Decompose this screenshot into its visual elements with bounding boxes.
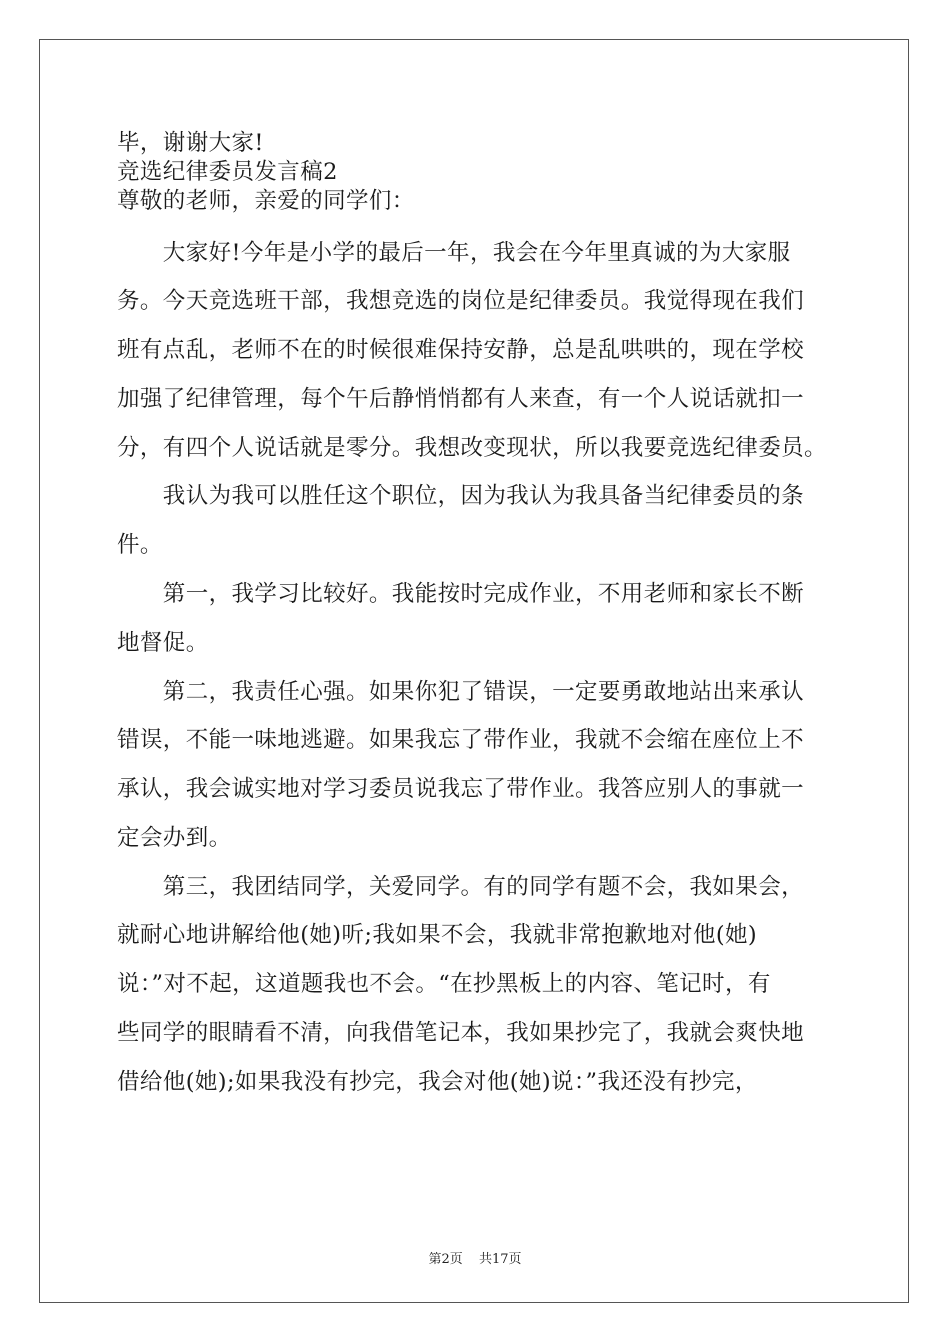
- text-line: 件。: [117, 532, 163, 558]
- text-line: 加强了纪律管理，每个午后静悄悄都有人来查，有一个人说话就扣一: [117, 386, 805, 412]
- text-line: 班有点乱，老师不在的时候很难保持安静，总是乱哄哄的，现在学校: [117, 337, 805, 363]
- text-line: 定会办到。: [117, 825, 232, 851]
- text-line: 大家好!今年是小学的最后一年，我会在今年里真诚的为大家服: [117, 240, 791, 266]
- text-line: 第三，我团结同学，关爱同学。有的同学有题不会，我如果会，: [117, 874, 805, 900]
- text-line: 说：”对不起，这道题我也不会。“在抄黑板上的内容、笔记时，有: [117, 971, 771, 997]
- text-line: 错误，不能一味地逃避。如果我忘了带作业，我就不会缩在座位上不: [117, 727, 805, 753]
- page-number: 第2页: [428, 1252, 463, 1267]
- section-title: 竞选纪律委员发言稿2: [117, 159, 338, 185]
- text-line: 第二，我责任心强。如果你犯了错误，一定要勇敢地站出来承认: [117, 679, 805, 705]
- text-line: 务。今天竞选班干部，我想竞选的岗位是纪律委员。我觉得现在我们: [117, 288, 805, 314]
- salutation: 尊敬的老师，亲爱的同学们：: [117, 188, 415, 214]
- text-line: 就耐心地讲解给他(她)听;我如果不会，我就非常抱歉地对他(她): [117, 922, 758, 948]
- text-line: 毕，谢谢大家!: [117, 130, 264, 156]
- text-line: 第一，我学习比较好。我能按时完成作业，不用老师和家长不断: [117, 581, 805, 607]
- page-footer: [0, 1248, 950, 1267]
- page-border: [39, 39, 909, 1303]
- page-total: 共17页: [478, 1252, 522, 1267]
- text-line: 地督促。: [117, 630, 209, 656]
- text-line: 承认，我会诚实地对学习委员说我忘了带作业。我答应别人的事就一: [117, 776, 805, 802]
- text-line: 分，有四个人说话就是零分。我想改变现状，所以我要竞选纪律委员。: [117, 435, 827, 461]
- text-line: 些同学的眼睛看不清，向我借笔记本，我如果抄完了，我就会爽快地: [117, 1020, 805, 1046]
- text-line: 借给他(她);如果我没有抄完，我会对他(她)说：”我还没有抄完，: [117, 1069, 758, 1095]
- text-line: 我认为我可以胜任这个职位，因为我认为我具备当纪律委员的条: [117, 483, 805, 509]
